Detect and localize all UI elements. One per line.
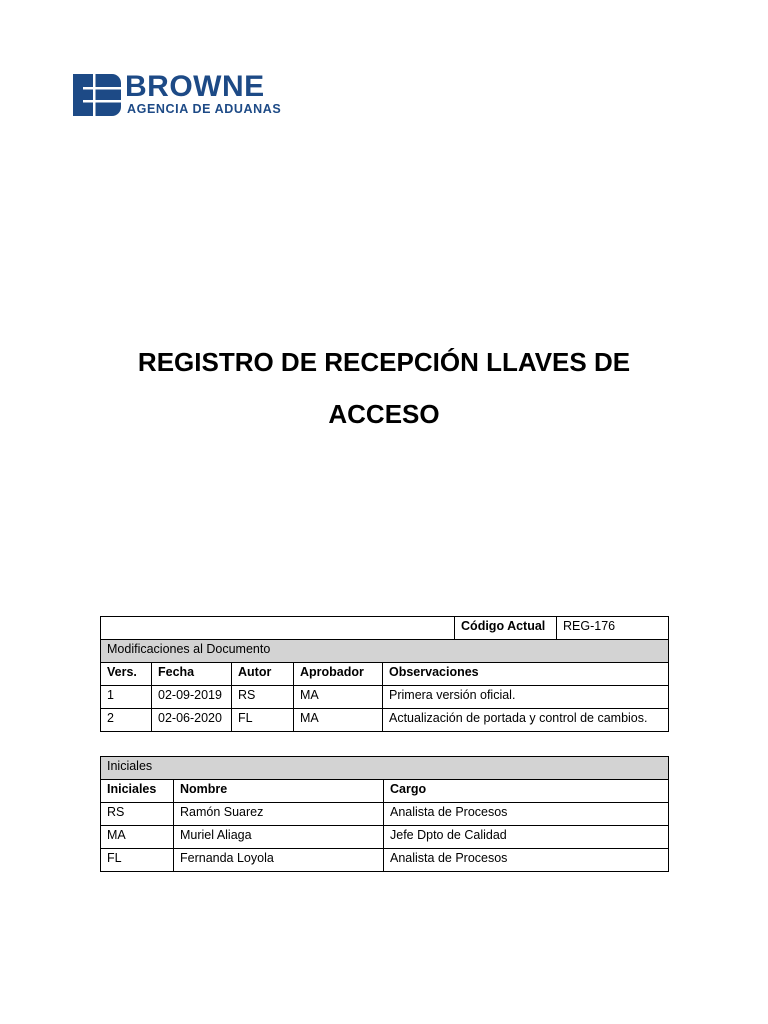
modifications-section-row <box>101 640 669 663</box>
initials-table <box>100 756 669 872</box>
browne-logo-mark-icon <box>73 74 123 116</box>
table-cell: Analista de Procesos <box>384 849 669 872</box>
table-cell: 02-06-2020 <box>152 709 232 732</box>
document-title-line-1: REGISTRO DE RECEPCIÓN LLAVES DE <box>137 347 631 377</box>
code-label: Código Actual <box>455 617 557 640</box>
table-cell: MA <box>294 709 383 732</box>
table-cell: Primera versión oficial. <box>383 686 669 709</box>
table-cell: Jefe Dpto de Calidad <box>384 826 669 849</box>
header-cell: Fecha <box>152 663 232 686</box>
table-cell: RS <box>232 686 294 709</box>
table-cell: MA <box>294 686 383 709</box>
header-cell: Cargo <box>384 780 669 803</box>
logo-subtitle: AGENCIA DE ADUANAS <box>127 102 282 116</box>
initials-section-row <box>101 757 669 780</box>
modifications-header-row <box>101 663 669 686</box>
table-cell: FL <box>232 709 294 732</box>
code-empty-cell <box>101 617 455 640</box>
initials-section-title: Iniciales <box>101 757 669 780</box>
header-cell: Iniciales <box>101 780 174 803</box>
table-cell: RS <box>101 803 174 826</box>
document-control-table <box>100 616 669 732</box>
header-cell: Vers. <box>101 663 152 686</box>
table-cell: 1 <box>101 686 152 709</box>
table-cell: 02-09-2019 <box>152 686 232 709</box>
table-row <box>101 686 669 709</box>
table-cell: Analista de Procesos <box>384 803 669 826</box>
table-row <box>101 849 669 872</box>
table-row <box>101 709 669 732</box>
code-value: REG-176 <box>557 617 669 640</box>
header-cell: Autor <box>232 663 294 686</box>
header-cell: Observaciones <box>383 663 669 686</box>
initials-header-row <box>101 780 669 803</box>
code-row <box>101 617 669 640</box>
table-row <box>101 803 669 826</box>
company-logo <box>73 70 283 118</box>
table-cell: 2 <box>101 709 152 732</box>
table-row <box>101 826 669 849</box>
table-cell: Fernanda Loyola <box>174 849 384 872</box>
document-title <box>0 336 768 440</box>
document-title-line-2: ACCESO <box>328 399 440 429</box>
header-cell: Aprobador <box>294 663 383 686</box>
table-cell: FL <box>101 849 174 872</box>
header-cell: Nombre <box>174 780 384 803</box>
table-cell: Muriel Aliaga <box>174 826 384 849</box>
table-cell: Actualización de portada y control de cambios. <box>383 709 669 732</box>
logo-wordmark: BROWNE <box>125 70 265 103</box>
table-cell: Ramón Suarez <box>174 803 384 826</box>
modifications-section-title: Modificaciones al Documento <box>101 640 669 663</box>
table-cell: MA <box>101 826 174 849</box>
